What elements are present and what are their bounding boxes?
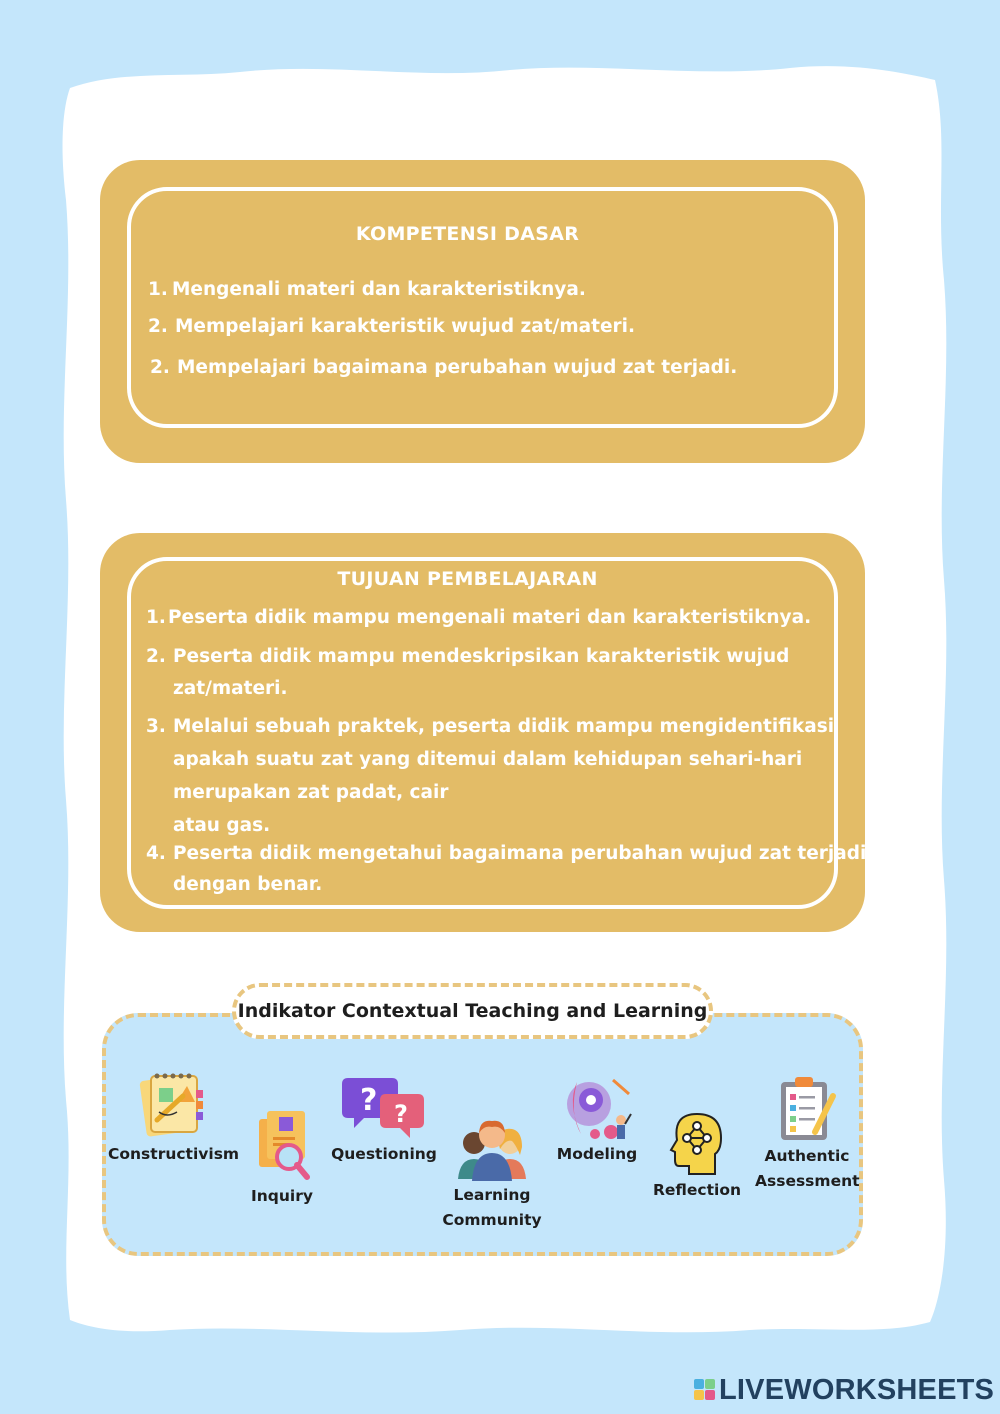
svg-text:?: ? — [394, 1100, 408, 1128]
tujuan-pembelajaran-title: TUJUAN PEMBELAJARAN — [337, 568, 598, 590]
kompetensi-dasar-card — [100, 160, 865, 463]
group-people-icon — [456, 1115, 528, 1183]
indicator-reflection — [648, 1110, 746, 1203]
tp-item-2-line-1: Peserta didik mampu mendeskripsikan karakteristik wujud — [173, 646, 790, 667]
liveworksheets-logo-icon — [694, 1377, 716, 1403]
gears-presenter-icon — [559, 1074, 635, 1144]
indicator-inquiry-label: Inquiry — [251, 1187, 313, 1205]
tp-item-1-number: 1. — [146, 607, 166, 628]
kd-item-1-number: 1. — [148, 279, 168, 300]
indicator-learning-community-label: Learning Community — [442, 1186, 542, 1229]
kompetensi-dasar-title: KOMPETENSI DASAR — [355, 223, 580, 245]
indikator-ctl-title: Indikator Contextual Teaching and Learning — [237, 1000, 708, 1022]
head-network-icon — [669, 1110, 725, 1176]
indicator-questioning — [330, 1074, 438, 1167]
kd-item-1-text: Mengenali materi dan karakteristiknya. — [172, 279, 586, 300]
tp-item-1-line-1: Peserta didik mampu mengenali materi dan karakteristiknya. — [168, 607, 812, 628]
tp-item-3-number: 3. — [146, 716, 166, 737]
tp-item-3-line-1: Melalui sebuah praktek, peserta didik mampu mengidentifikasi — [173, 716, 835, 737]
indicator-constructivism-label: Constructivism — [108, 1145, 240, 1163]
kd-item-3-number: 2. — [150, 357, 170, 378]
tujuan-pembelajaran-card — [100, 533, 865, 932]
indicator-learning-community — [438, 1115, 546, 1233]
document-magnifier-icon — [249, 1107, 315, 1181]
tp-item-3-line-3: merupakan zat padat, cair — [173, 782, 449, 803]
tp-item-4-line-2: dengan benar. — [173, 874, 323, 895]
tp-item-3-line-4: atau gas. — [173, 815, 271, 836]
kd-item-2-text: Mempelajari karakteristik wujud zat/materi. — [175, 316, 636, 337]
indicator-constructivism — [108, 1068, 240, 1167]
kd-item-2-number: 2. — [148, 316, 168, 337]
indicator-authentic-assessment-label: Authentic Assessment — [755, 1147, 860, 1190]
liveworksheets-brand — [694, 1372, 994, 1408]
svg-text:?: ? — [360, 1083, 378, 1118]
tp-item-4-line-1: Peserta didik mengetahui bagaimana perubahan wujud zat terjadi — [173, 843, 867, 864]
notebook-icon — [135, 1068, 209, 1142]
tp-item-2-line-2: zat/materi. — [173, 678, 288, 699]
indicator-inquiry — [242, 1107, 322, 1209]
indicator-modeling — [552, 1074, 642, 1167]
question-bubbles-icon — [342, 1074, 426, 1140]
indicator-reflection-label: Reflection — [652, 1181, 742, 1199]
kd-item-3-text: Mempelajari bagaimana perubahan wujud zat terjadi. — [177, 357, 738, 378]
indicator-authentic-assessment — [752, 1074, 862, 1194]
indikator-ctl-title-pill — [232, 983, 713, 1039]
tp-item-3-line-2: apakah suatu zat yang ditemui dalam kehidupan sehari-hari — [173, 749, 803, 770]
indicator-modeling-label: Modeling — [556, 1145, 638, 1163]
clipboard-checklist-icon — [775, 1074, 839, 1144]
liveworksheets-wordmark: LIVEWORKSHEETS — [719, 1373, 995, 1406]
indicator-questioning-label: Questioning — [331, 1145, 437, 1163]
tp-item-4-number: 4. — [146, 843, 166, 864]
tp-item-2-number: 2. — [146, 646, 166, 667]
